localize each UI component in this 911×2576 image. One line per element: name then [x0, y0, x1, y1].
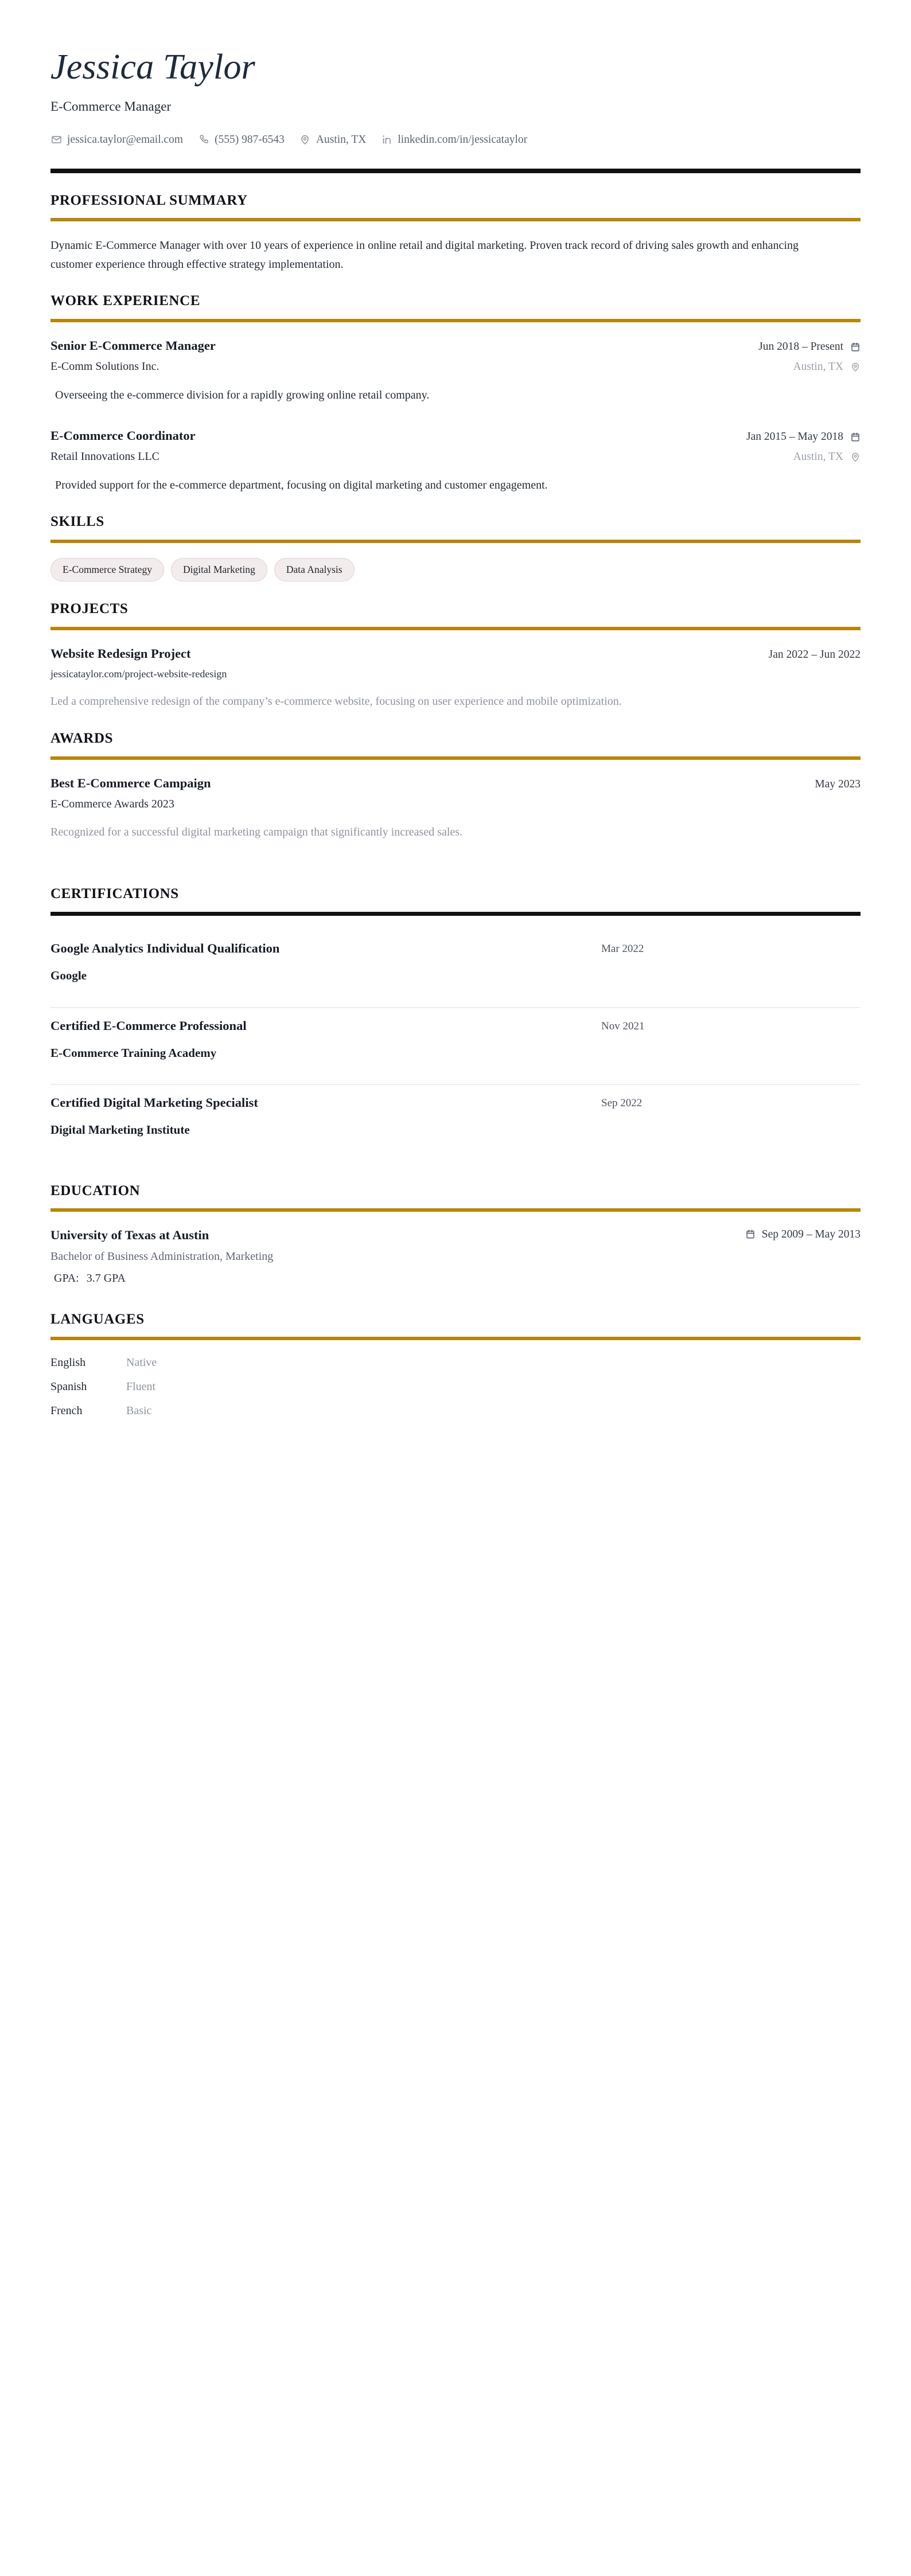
contact-location [299, 134, 366, 146]
certification-date: Nov 2021 [601, 1020, 645, 1032]
language-name: Spanish [50, 1380, 87, 1394]
section-heading-languages: LANGUAGES [50, 1311, 145, 1327]
work-location-text: Austin, TX [793, 451, 843, 463]
section-divider-gold [50, 1208, 861, 1212]
work-dates-text: Jun 2018 – Present [758, 340, 843, 353]
certification-issuer: Google [50, 969, 87, 983]
contact-email[interactable] [50, 134, 183, 146]
work-entry [50, 337, 861, 404]
award-issuer: E-Commerce Awards 2023 [50, 797, 174, 810]
skill-pill: E-Commerce Strategy [50, 558, 164, 581]
work-location-text: Austin, TX [793, 361, 843, 373]
work-job-title: Senior E-Commerce Manager [50, 338, 216, 353]
education-degree: Bachelor of Business Administration, Marketing [50, 1250, 274, 1263]
section-certifications [50, 886, 861, 1149]
award-date-text: May 2023 [815, 778, 861, 790]
certification-main [50, 940, 601, 984]
language-name: English [50, 1356, 86, 1369]
contact-email-text: jessica.taylor@email.com [67, 133, 184, 146]
certification-date: Mar 2022 [601, 942, 644, 955]
section-divider-gold [50, 627, 861, 630]
work-location [793, 360, 861, 374]
language-row [50, 1355, 861, 1370]
certification-entry [50, 1008, 861, 1086]
certification-issuer: E-Commerce Training Academy [50, 1045, 217, 1060]
work-dates [758, 339, 861, 354]
project-link[interactable]: jessicataylor.com/project-website-redesign [50, 668, 227, 680]
section-work-experience [50, 293, 861, 494]
work-entry-title-row [50, 427, 861, 444]
section-divider-gold [50, 1337, 861, 1340]
work-company: E-Comm Solutions Inc. [50, 360, 159, 373]
project-dates [769, 647, 861, 662]
certification-name: Certified E-Commerce Professional [50, 1018, 247, 1033]
award-title-row [50, 775, 861, 791]
project-description: Led a comprehensive redesign of the company’s e-commerce website, focusing on user experience and mobile optimization. [50, 695, 622, 708]
location-icon [299, 134, 311, 146]
education-gpa-value: 3.7 GPA [86, 1271, 126, 1285]
section-heading-projects: PROJECTS [50, 600, 129, 616]
section-education [50, 1183, 861, 1285]
education-dates-text: Sep 2009 – May 2013 [761, 1228, 861, 1240]
calendar-icon [745, 1229, 756, 1240]
candidate-job-title: E-Commerce Manager [50, 99, 172, 114]
linkedin-icon [381, 134, 392, 146]
section-divider-gold [50, 218, 861, 221]
contact-location-text: Austin, TX [316, 133, 367, 146]
language-row [50, 1403, 861, 1418]
education-gpa-label: GPA: [54, 1271, 79, 1285]
candidate-name: Jessica Taylor [50, 48, 255, 87]
work-entry-company-row [50, 444, 861, 464]
email-icon [50, 134, 62, 146]
work-location [793, 450, 861, 464]
skill-list [50, 558, 861, 581]
contact-linkedin-text: linkedin.com/in/jessicataylor [398, 133, 528, 146]
work-dates-text: Jan 2015 – May 2018 [746, 431, 843, 443]
section-divider-gold [50, 540, 861, 543]
certification-entry [50, 1085, 861, 1150]
work-dates [746, 430, 861, 444]
certification-issuer: Digital Marketing Institute [50, 1123, 190, 1137]
language-level: Fluent [126, 1380, 156, 1394]
certification-name: Certified Digital Marketing Specialist [50, 1095, 258, 1110]
section-divider-dark [50, 912, 861, 916]
phone-icon [198, 134, 209, 146]
certification-main [50, 1017, 601, 1061]
education-entry [50, 1227, 861, 1285]
section-projects [50, 601, 861, 711]
education-school: University of Texas at Austin [50, 1228, 209, 1243]
work-company: Retail Innovations LLC [50, 450, 159, 463]
language-row [50, 1379, 861, 1394]
language-name: French [50, 1404, 83, 1418]
contact-linkedin[interactable] [381, 134, 527, 146]
project-title: Website Redesign Project [50, 646, 191, 661]
section-divider-gold [50, 319, 861, 322]
section-heading-awards: AWARDS [50, 730, 114, 746]
section-heading-certifications: CERTIFICATIONS [50, 886, 179, 902]
language-level: Native [126, 1356, 157, 1369]
section-heading-summary: PROFESSIONAL SUMMARY [50, 192, 248, 208]
section-heading-work: WORK EXPERIENCE [50, 293, 201, 309]
section-heading-education: EDUCATION [50, 1182, 141, 1199]
certification-name: Google Analytics Individual Qualification [50, 940, 280, 955]
skill-pill: Digital Marketing [171, 558, 267, 581]
section-heading-skills: SKILLS [50, 514, 104, 530]
work-entry [50, 427, 861, 494]
skill-pill: Data Analysis [274, 558, 355, 581]
award-title: Best E-Commerce Campaign [50, 775, 211, 790]
project-title-row [50, 645, 861, 662]
work-entry-company-row [50, 354, 861, 374]
project-entry [50, 645, 861, 711]
certification-date: Sep 2022 [601, 1097, 643, 1110]
education-gpa [50, 1272, 861, 1285]
resume-header [50, 49, 861, 173]
work-description: Overseeing the e-commerce division for a rapidly growing online retail company. [55, 388, 430, 401]
award-entry [50, 775, 861, 842]
location-icon [850, 361, 861, 372]
summary-text: Dynamic E-Commerce Manager with over 10 years of experience in online retail and digital marketing. Proven track record of driving sales growth and enhancing customer experience through effective strategy implementation. [50, 239, 799, 271]
certification-entry [50, 931, 861, 1008]
work-description: Provided support for the e-commerce department, focusing on digital marketing and customer engagement. [55, 478, 548, 491]
header-divider [50, 169, 861, 173]
work-job-title: E-Commerce Coordinator [50, 428, 196, 443]
certification-main [50, 1094, 601, 1138]
section-skills [50, 514, 861, 581]
contact-phone[interactable] [198, 134, 285, 146]
section-awards [50, 731, 861, 841]
project-dates-text: Jan 2022 – Jun 2022 [768, 648, 861, 661]
page-bottom-spacer [50, 1418, 861, 1533]
contact-row [50, 134, 861, 146]
section-professional-summary [50, 193, 861, 274]
award-date [815, 777, 861, 791]
calendar-icon [850, 431, 861, 442]
location-icon [850, 452, 861, 463]
calendar-icon [850, 341, 861, 352]
section-languages [50, 1312, 861, 1419]
work-entry-title-row [50, 337, 861, 354]
language-level: Basic [126, 1404, 152, 1418]
education-dates [745, 1227, 861, 1242]
section-divider-gold [50, 756, 861, 760]
award-description: Recognized for a successful digital marketing campaign that significantly increased sales. [50, 825, 463, 838]
contact-phone-text: (555) 987-6543 [215, 133, 285, 146]
education-title-row [50, 1227, 861, 1243]
